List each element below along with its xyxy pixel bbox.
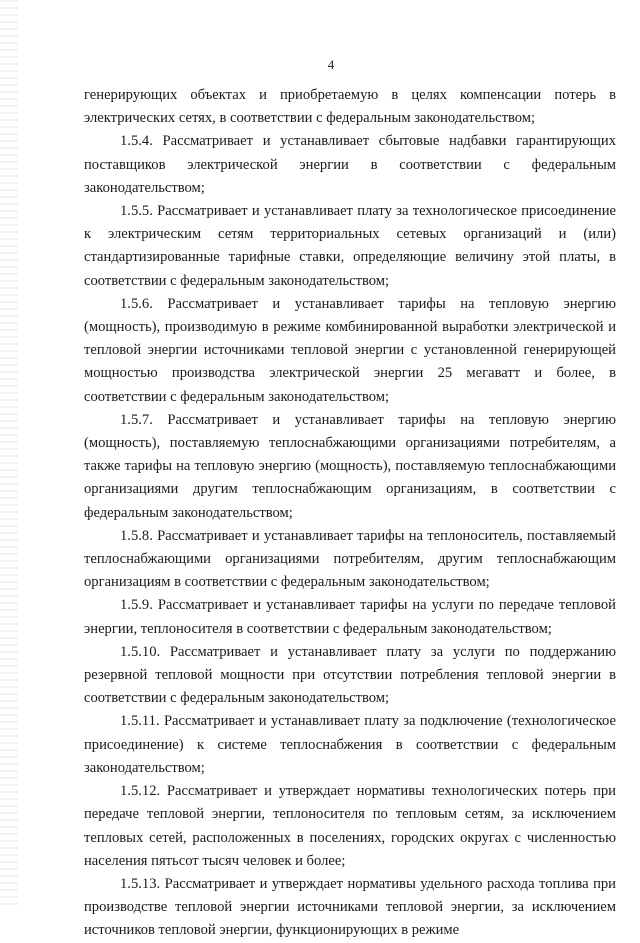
paragraph-1-5-6: 1.5.6. Рассматривает и устанавливает тарифы на тепловую энергию (мощность), производимую в режиме комбинированной выработки электрической и тепловой энергии источниками тепловой энергии с установленной генерирующей мощностью производства электрической энергии 25 мегаватт и более, в соответствии с федеральным законодательством; — [84, 295, 616, 405]
paragraph-1-5-8: 1.5.8. Рассматривает и устанавливает тарифы на теплоноситель, поставляемый теплоснабжающими организациями потребителям, другим теплоснабжающим организациям в соответствии с федеральным законодательством; — [84, 527, 616, 591]
paragraph-1-5-7: 1.5.7. Рассматривает и устанавливает тарифы на тепловую энергию (мощность), поставляемую теплоснабжающими организациями потребителям, а также тарифы на тепловую энергию (мощность), поставляемую теплоснабжающими организациями другим теплоснабжающим организациям, в соответствии с федеральным законодательством; — [84, 411, 616, 521]
paragraph-1-5-4: 1.5.4. Рассматривает и устанавливает сбытовые надбавки гарантирующих поставщиков электрической энергии в соответствии с федеральным законодательством; — [84, 133, 616, 196]
page-number: 4 — [327, 57, 335, 72]
paragraph-1-5-5: 1.5.5. Рассматривает и устанавливает плату за технологическое присоединение к электрическим сетям территориальных сетевых организаций и (или) стандартизированные тарифные ставки, определяющие величину этой платы, в соответствии с федеральным законодательством; — [84, 203, 616, 289]
scan-edge-artifact — [0, 0, 18, 905]
document-body — [84, 84, 616, 943]
paragraph-1-5-13: 1.5.13. Рассматривает и утверждает нормативы удельного расхода топлива при производстве тепловой энергии источниками тепловой энергии, за исключением источников тепловой энергии, функционирующих в режиме — [84, 875, 616, 939]
paragraph-continuation: генерирующих объектах и приобретаемую в целях компенсации потерь в электрических сетях, в соответствии с федеральным законодательством; — [84, 87, 616, 127]
paragraph-1-5-9: 1.5.9. Рассматривает и устанавливает тарифы на услуги по передаче тепловой энергии, теплоносителя в соответствии с федеральным законодательством; — [84, 597, 616, 637]
paragraph-1-5-12: 1.5.12. Рассматривает и утверждает нормативы технологических потерь при передаче тепловой энергии, теплоносителя по тепловым сетям, за исключением тепловых сетей, расположенных в поселениях, городских округах с численностью населения пятьсот тысяч человек и более; — [84, 783, 616, 869]
paragraph-1-5-10: 1.5.10. Рассматривает и устанавливает плату за услуги по поддержанию резервной тепловой мощности при отсутствии потребления тепловой энергии в соответствии с федеральным законодательством; — [84, 643, 616, 707]
paragraph-1-5-11: 1.5.11. Рассматривает и устанавливает плату за подключение (технологическое присоединение) к системе теплоснабжения в соответствии с федеральным законодательством; — [84, 713, 616, 776]
